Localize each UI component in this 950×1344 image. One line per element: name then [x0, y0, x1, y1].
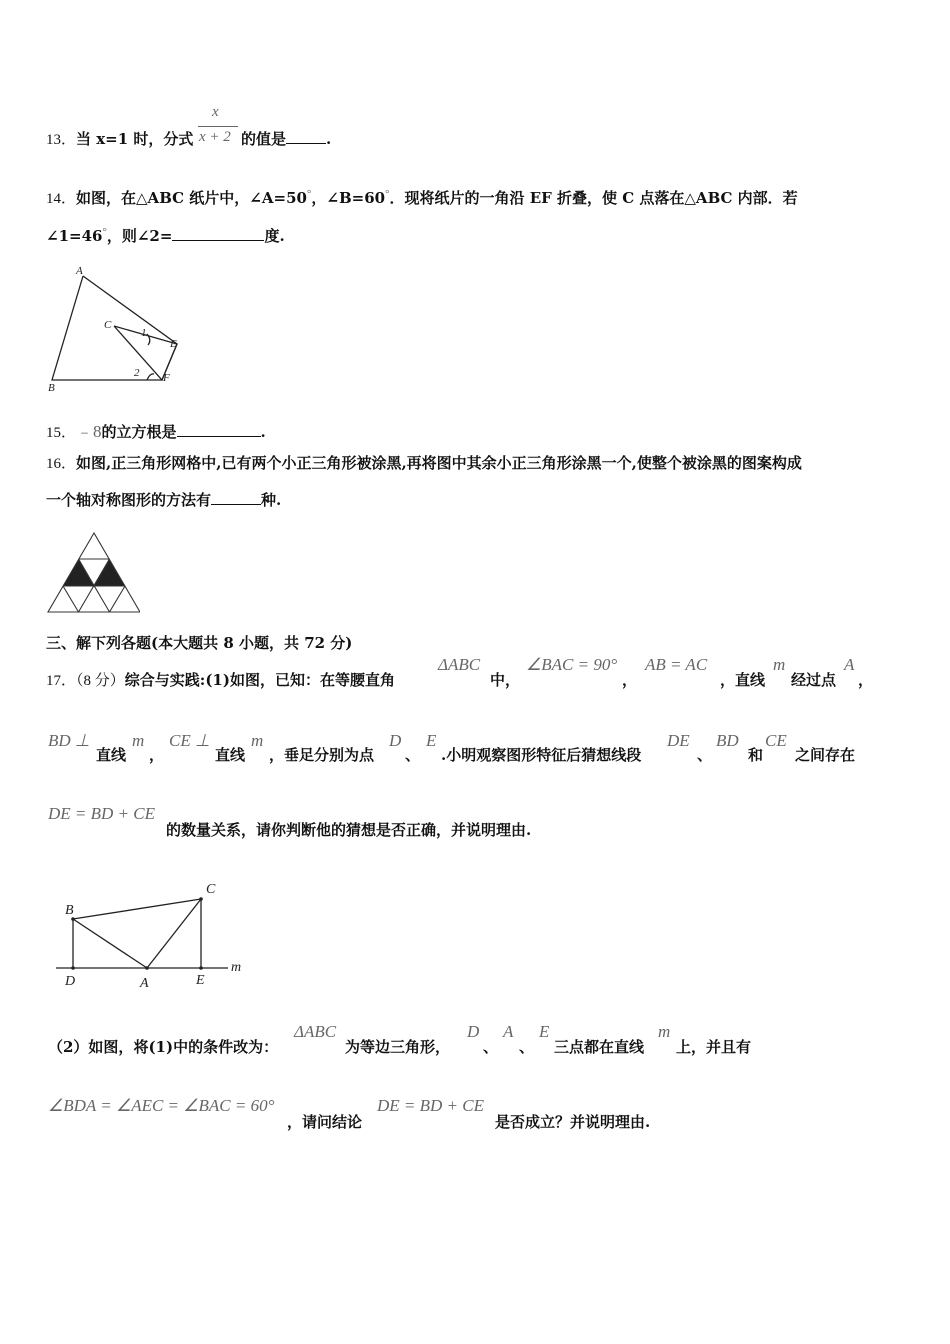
q14-label-e: E: [170, 338, 177, 350]
q17-a-1: A: [844, 655, 855, 674]
q17-he: 和: [748, 746, 764, 764]
question-14-line2: [46, 225, 285, 246]
q17-label-b: B: [65, 903, 74, 918]
q17-zhixian-1: 直线: [96, 746, 127, 764]
q15-radicand: ﹣8: [76, 422, 102, 441]
q13-answer-blank: [286, 129, 326, 144]
q17-figure: [54, 876, 254, 992]
q17-part2-e: E: [539, 1022, 550, 1041]
q17-part2-a-point: A: [503, 1022, 514, 1041]
q17-part2-eq: DE = BD + CE: [377, 1096, 484, 1115]
q17-part2-b: 为等边三角形，: [345, 1038, 451, 1056]
q14-degree-2: °: [385, 188, 390, 200]
q17-segment-bc: [73, 899, 201, 919]
q13-number: 13．: [46, 132, 77, 148]
q17-zhong: 中，: [490, 671, 521, 689]
q17-comma-2: ，: [858, 671, 874, 689]
q17-label-c: C: [206, 882, 216, 897]
q16-text-c: 种.: [261, 491, 282, 509]
q17-part2-d-text: 上，并且有: [676, 1038, 752, 1056]
q15-answer-blank: [177, 422, 261, 437]
q13-frac-numerator: x: [212, 104, 219, 120]
q14-label-c: C: [104, 319, 112, 331]
q14-text-c: ．现将纸片的一角沿 EF 折叠，使 C 点落在△ABC 内部．若: [389, 189, 798, 207]
q17-de-1: DE: [667, 731, 690, 750]
q17-part2-d: D: [467, 1022, 480, 1041]
q17-label-m: m: [231, 960, 242, 975]
q14-degree-3: °: [102, 226, 107, 238]
q17-ce-1: CE: [765, 731, 787, 750]
q17-part2-tri: ΔABC: [294, 1022, 337, 1041]
q16-text-b: 一个轴对称图形的方法有: [46, 491, 212, 509]
q13-frac-denominator: x + 2: [199, 129, 231, 145]
q17-observe: .小明观察图形特征后猜想线段: [441, 746, 642, 764]
q14-text-b: ，∠B=60: [311, 189, 386, 207]
question-13: [46, 128, 193, 149]
q17-between: 之间存在: [795, 746, 856, 764]
q17-m-1: m: [773, 655, 786, 674]
q14-degree-1: °: [306, 188, 312, 200]
q17-part2-c: 三点都在直线: [554, 1038, 645, 1056]
q17-ab-ac: AB = AC: [645, 655, 708, 674]
q17-relation: 的数量关系，请你判断他的猜想是否正确，并说明理由.: [166, 821, 532, 839]
q16-shaded-triangle-right: [94, 559, 125, 586]
q17-score: （8 分）: [76, 673, 125, 689]
q14-angle-2-arc: [147, 374, 154, 380]
q14-text-f: 度.: [264, 227, 285, 245]
q17-pass: 经过点: [791, 671, 837, 689]
q17-comma: ，: [622, 671, 638, 689]
q16-text-a: 如图,正三角形网格中,已有两个小正三角形被涂黑,再将图中其余小正三角形涂黑一个,使整个被涂黑的图案构成: [76, 454, 802, 472]
question-15: [46, 417, 266, 442]
q17-comma-3: ，: [149, 746, 165, 764]
q14-label-f: F: [163, 372, 170, 384]
q15-end: .: [260, 423, 266, 441]
q16-number: 16．: [46, 456, 77, 472]
q17-part2-a: （2）如图，将(1)中的条件改为：: [48, 1038, 279, 1056]
q17-tri: ΔABC: [438, 655, 481, 674]
q17-part2-e-text: ，请问结论: [287, 1113, 363, 1131]
q17-foot: ，垂足分别为点: [269, 746, 375, 764]
q17-part2-dun-2: 、: [519, 1038, 535, 1056]
q17-equation: DE = BD + CE: [48, 804, 155, 823]
q17-m-2: m: [132, 731, 145, 750]
q14-text-a: 如图，在△ABC 纸片中，∠A=50: [76, 189, 307, 207]
q17-bd-1: BD: [716, 731, 739, 750]
q14-figure: [44, 262, 194, 394]
q13-frac-bar: [198, 126, 238, 127]
q17-zhixian-2: 直线: [215, 746, 246, 764]
q17-line1: [46, 669, 395, 690]
q14-label-a: A: [76, 265, 83, 277]
q13-tail: [241, 128, 331, 149]
q14-label-2: 2: [134, 367, 140, 379]
question-16-line1: [46, 452, 802, 473]
q14-text-e: ，则∠2=: [106, 227, 173, 245]
q17-line-pre: ，直线: [720, 671, 766, 689]
q17-angle: ∠BAC = 90°: [526, 655, 618, 674]
q17-segment-ba: [73, 919, 147, 968]
q15-text: 的立方根是: [101, 423, 177, 441]
q14-text-d: ∠1=46: [46, 227, 103, 245]
q17-number: 17．: [46, 673, 77, 689]
q17-d-1: D: [389, 731, 402, 750]
section-3-heading: 三、解下列各题(本大题共 8 小题，共 72 分): [46, 634, 353, 652]
q13-end: .: [326, 130, 332, 148]
q17-e-1: E: [426, 731, 437, 750]
q17-segment-ca: [147, 899, 201, 968]
q16-shaded-triangle-left: [63, 559, 94, 586]
q17-ce-perp: CE ⊥: [169, 731, 210, 750]
q16-outer-triangle: [48, 533, 140, 612]
q14-triangle-outline: [52, 276, 177, 380]
q17-part2-m: m: [658, 1022, 671, 1041]
q14-answer-blank: [172, 226, 264, 241]
q14-label-b: B: [48, 382, 55, 394]
q14-number: 14．: [46, 191, 77, 207]
q17-dun-2: 、: [697, 746, 713, 764]
q17-label-a: A: [140, 976, 149, 991]
q14-label-1: 1: [141, 327, 147, 339]
q13-text: 当 x=1 时，分式: [76, 130, 194, 148]
q17-part2-dun-1: 、: [483, 1038, 499, 1056]
q13-post: 的值是: [241, 130, 287, 148]
q17-dun-1: 、: [405, 746, 421, 764]
q16-answer-blank: [211, 490, 261, 505]
question-14-line1: [46, 187, 798, 208]
q17-label-e: E: [196, 973, 205, 988]
q17-m-3: m: [251, 731, 264, 750]
q17-part2-f: 是否成立？并说明理由.: [495, 1113, 651, 1131]
q17-part2-angles: ∠BDA = ∠AEC = ∠BAC = 60°: [48, 1096, 275, 1115]
question-16-line2: [46, 489, 281, 510]
q17-intro: 综合与实践:(1)如图，已知：在等腰直角: [124, 671, 395, 689]
q16-triangle-grid: [46, 532, 140, 614]
q15-number: 15．: [46, 425, 77, 441]
q17-bd-perp: BD ⊥: [48, 731, 90, 750]
q17-label-d: D: [65, 974, 76, 989]
